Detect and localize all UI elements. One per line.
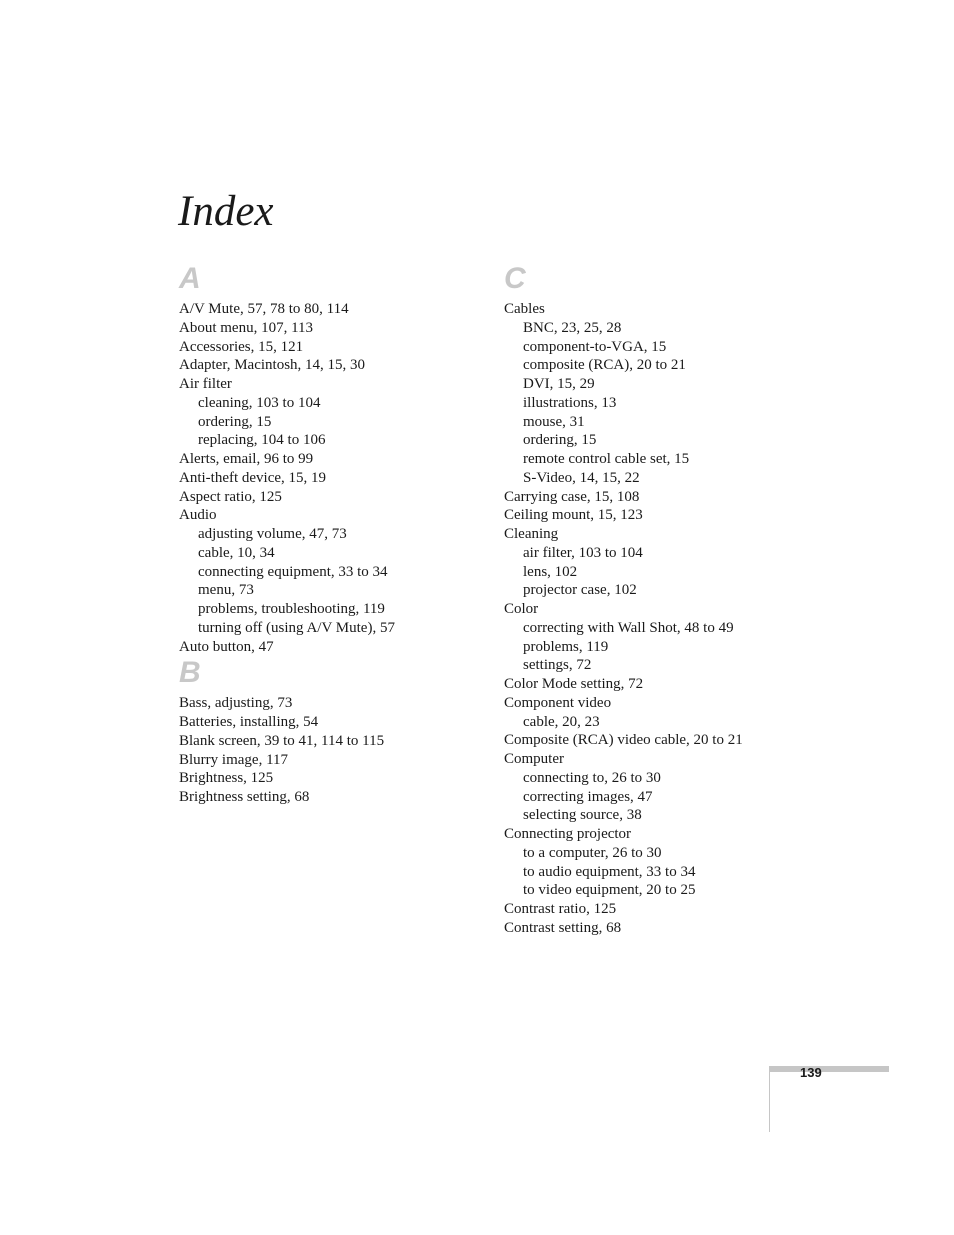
index-entry: Accessories, 15, 121 (179, 338, 304, 355)
index-entry: Auto button, 47 (179, 638, 274, 655)
index-entry: Blurry image, 117 (179, 751, 289, 768)
section-letter: A (179, 262, 201, 295)
index-subentry: turning off (using A/V Mute), 57 (198, 619, 395, 636)
index-entry: Contrast setting, 68 (504, 919, 622, 936)
index-subentry: component-to-VGA, 15 (523, 338, 667, 355)
index-entry: Composite (RCA) video cable, 20 to 21 (504, 732, 743, 749)
index-entry: A/V Mute, 57, 78 to 80, 114 (179, 301, 349, 317)
index-subentry: menu, 73 (198, 582, 254, 599)
index-entry: Component video (504, 694, 612, 711)
index-subentry: remote control cable set, 15 (523, 451, 690, 467)
index-subentry: problems, troubleshooting, 119 (198, 601, 385, 617)
index-section (179, 656, 479, 807)
index-entry: Blank screen, 39 to 41, 114 to 115 (179, 732, 385, 749)
index-entry: Alerts, email, 96 to 99 (179, 451, 314, 467)
index-subentry: cable, 20, 23 (523, 713, 600, 730)
index-subentry: correcting with Wall Shot, 48 to 49 (523, 619, 734, 636)
index-entry: Color Mode setting, 72 (504, 676, 644, 692)
index-subentry: DVI, 15, 29 (523, 376, 595, 392)
index-section (179, 262, 479, 656)
index-subentry: composite (RCA), 20 to 21 (523, 357, 686, 374)
index-column-right (504, 262, 804, 938)
index-entry: Batteries, installing, 54 (179, 714, 319, 730)
index-subentry: BNC, 23, 25, 28 (523, 319, 622, 336)
section-letter: C (504, 262, 526, 295)
footer-bar (769, 1066, 889, 1072)
index-entry: Aspect ratio, 125 (179, 488, 282, 505)
index-subentry: air filter, 103 to 104 (523, 544, 643, 561)
index-subentry: adjusting volume, 47, 73 (198, 526, 347, 542)
index-subentry: connecting equipment, 33 to 34 (198, 563, 388, 580)
index-subentry: mouse, 31 (523, 413, 585, 430)
page-footer (769, 1066, 889, 1132)
index-entry: Adapter, Macintosh, 14, 15, 30 (179, 357, 366, 374)
index-subentry: cable, 10, 34 (198, 544, 275, 561)
index-entry: Color (504, 601, 539, 617)
index-section (504, 262, 804, 938)
index-subentry: to audio equipment, 33 to 34 (523, 863, 696, 880)
index-entry: Brightness, 125 (179, 770, 274, 787)
index-subentry: to video equipment, 20 to 25 (523, 882, 696, 899)
index-subentry: to a computer, 26 to 30 (523, 844, 662, 861)
index-entry: Cleaning (504, 526, 559, 542)
index-column-left (179, 262, 479, 807)
index-entry: Contrast ratio, 125 (504, 901, 617, 917)
page-number: 139 (800, 1065, 822, 1080)
index-subentry: illustrations, 13 (523, 394, 617, 411)
index-entry: Air filter (179, 376, 232, 392)
index-subentry: ordering, 15 (523, 432, 597, 449)
index-subentry: settings, 72 (523, 657, 592, 674)
index-entry: Audio (179, 507, 217, 524)
index-subentry: replacing, 104 to 106 (198, 432, 326, 449)
index-subentry: ordering, 15 (198, 413, 272, 430)
index-entry: Bass, adjusting, 73 (179, 695, 293, 712)
index-subentry: projector case, 102 (523, 582, 637, 599)
index-subentry: connecting to, 26 to 30 (523, 769, 661, 786)
index-subentry: lens, 102 (523, 563, 578, 580)
index-entry: Brightness setting, 68 (179, 789, 310, 805)
index-entry: Computer (504, 751, 564, 767)
index-entry: Connecting projector (504, 826, 632, 842)
index-entry: About menu, 107, 113 (179, 319, 314, 336)
section-letter: B (179, 656, 201, 690)
index-entry: Cables (504, 301, 545, 317)
index-entry: Anti-theft device, 15, 19 (179, 469, 327, 486)
index-entry: Ceiling mount, 15, 123 (504, 507, 643, 524)
index-subentry: selecting source, 38 (523, 807, 642, 824)
page-title: Index (178, 188, 274, 235)
index-subentry: cleaning, 103 to 104 (198, 394, 321, 411)
index-subentry: correcting images, 47 (523, 788, 653, 805)
index-entry: Carrying case, 15, 108 (504, 488, 640, 505)
index-subentry: problems, 119 (523, 638, 609, 655)
footer-rule (769, 1066, 770, 1132)
index-subentry: S-Video, 14, 15, 22 (523, 469, 640, 486)
